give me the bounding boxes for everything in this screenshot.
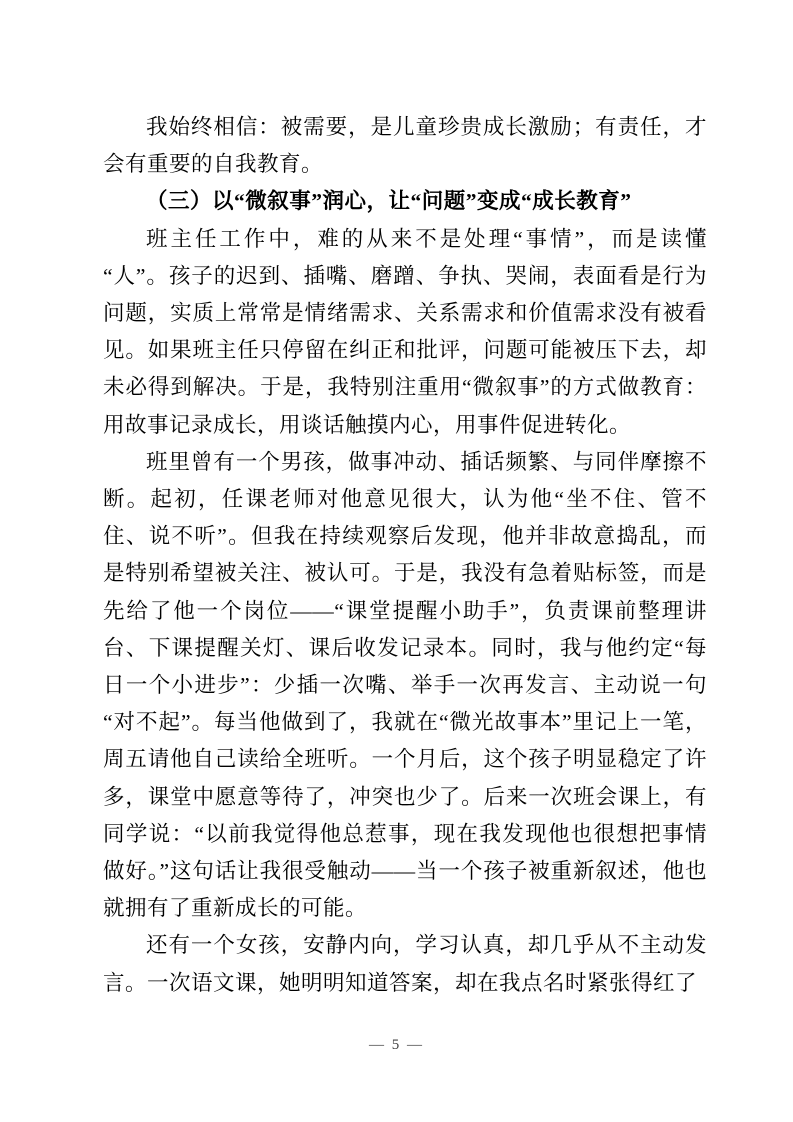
paragraph: 我始终相信：被需要，是儿童珍贵成长激励；有责任，才会有重要的自我教育。 <box>103 115 707 177</box>
paragraph: 班主任工作中，难的从来不是处理“事情”，而是读懂“人”。孩子的迟到、插嘴、磨蹭、争执、哭闹，表面看是行为问题，实质上常常是情绪需求、关系需求和价值需求没有被看见。如果班主任只停留在纠正和批评，问题可能被压下去，却未必得到解决。于是，我特别注重用“微叙事”的方式做教育：用故事记录成长，用谈话触摸内心，用事件促进转化。 <box>103 226 707 437</box>
section-heading: （三）以“微叙事”润心，让“问题”变成“成长教育” <box>146 189 632 214</box>
paragraph: 还有一个女孩，安静内向，学习认真，却几乎从不主动发言。一次语文课，她明明知道答案，却在我点名时紧张得红了 <box>103 933 707 995</box>
page-body-text <box>103 109 707 1002</box>
page-number: — 5 — <box>369 1037 424 1053</box>
paragraph: 班里曾有一个男孩，做事冲动、插话频繁、与同伴摩擦不断。起初，任课老师对他意见很大，认为他“坐不住、管不住、说不听”。但我在持续观察后发现，他并非故意捣乱，而是特别希望被关注、被认可。于是，我没有急着贴标签，而是先给了他一个岗位——“课堂提醒小助手”，负责课前整理讲台、下课提醒关灯、课后收发记录本。同时，我与他约定“每日一个小进步”：少插一次嘴、举手一次再发言、主动说一句“对不起”。每当他做到了，我就在“微光故事本”里记上一笔，周五请他自己读给全班听。一个月后，这个孩子明显稳定了许多，课堂中愿意等待了，冲突也少了。后来一次班会课上，有同学说：“以前我觉得他总惹事，现在我发现他也很想把事情做好。”这句话让我很受触动——当一个孩子被重新叙述，他也就拥有了重新成长的可能。 <box>103 449 707 921</box>
